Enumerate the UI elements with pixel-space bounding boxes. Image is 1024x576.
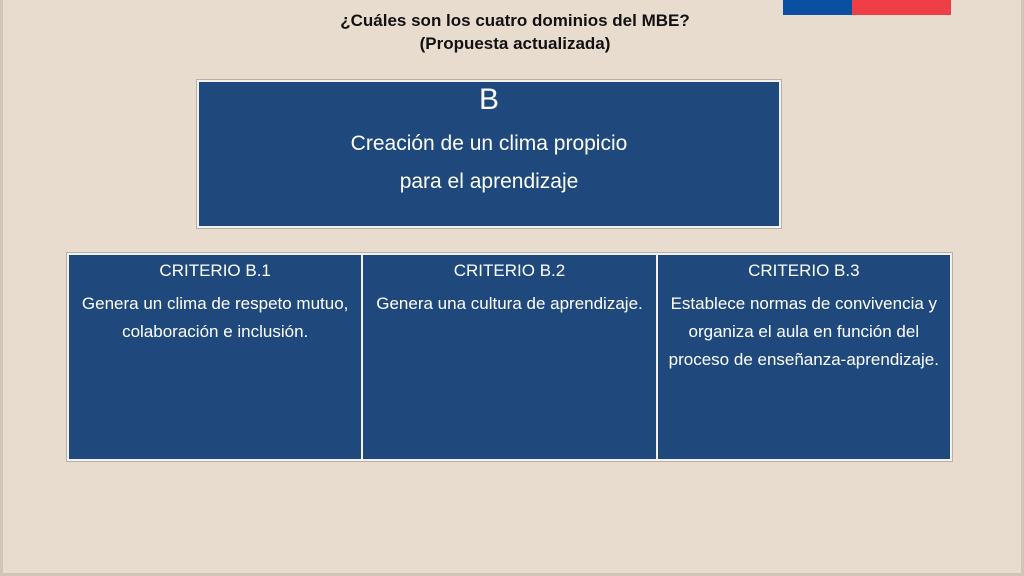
criterion-b2 xyxy=(361,255,655,459)
criterion-label: CRITERIO B.1 xyxy=(159,261,271,280)
domain-box xyxy=(197,80,781,228)
criterion-label: CRITERIO B.3 xyxy=(748,261,860,280)
criterion-b1 xyxy=(69,255,361,459)
criterion-label: CRITERIO B.2 xyxy=(453,261,566,280)
domain-letter: B xyxy=(478,83,499,116)
slide-heading xyxy=(3,9,1024,55)
heading-line-2: (Propuesta actualizada) xyxy=(419,34,611,53)
criterion-text: Establece normas de convivencia y organiza el aula en función del proceso de enseñanza-aprendizaje. xyxy=(668,294,939,369)
criterion-b3 xyxy=(656,255,950,459)
heading-line-1: ¿Cuáles son los cuatro dominios del MBE? xyxy=(340,11,690,30)
domain-title: Creación de un clima propicio para el aprendizaje xyxy=(350,132,628,193)
criterion-text: Genera una cultura de aprendizaje. xyxy=(376,294,643,313)
criteria-table xyxy=(67,253,952,461)
criterion-text: Genera un clima de respeto mutuo, colaboración e inclusión. xyxy=(81,294,349,341)
